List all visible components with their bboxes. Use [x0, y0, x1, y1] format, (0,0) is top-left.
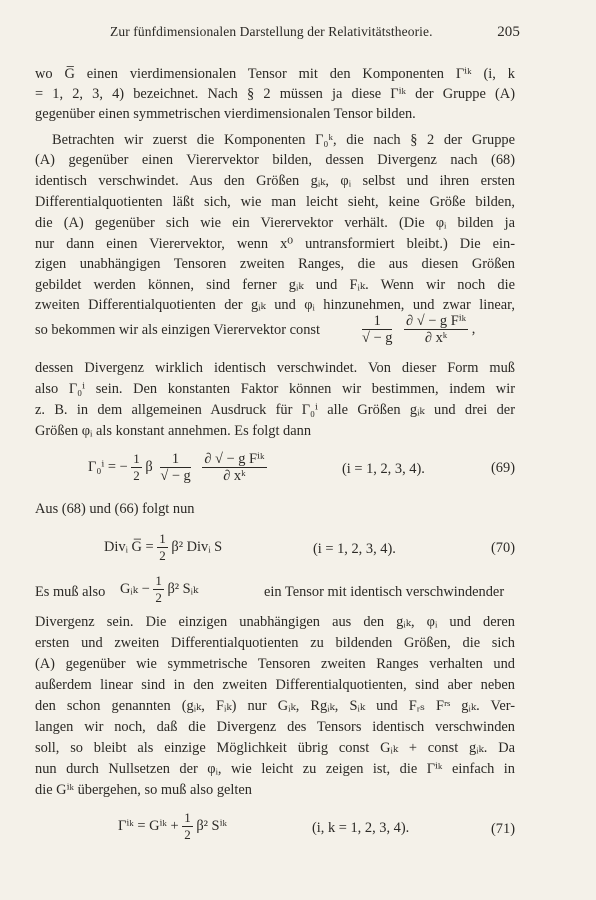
text-line: so bekommen wir als einzigen Vierervektor const — [35, 322, 321, 338]
equation-70-range: (i = 1, 2, 3, 4). — [313, 541, 396, 557]
text-line: Aus (68) und (66) folgt nun — [35, 501, 195, 517]
text-line: dessen Divergenz wirklich identisch verschwindet. Von dieser Form muß — [35, 360, 515, 376]
text-line: Größen φᵢ als konstant annehmen. Es folgt dann — [35, 423, 312, 439]
text-line: also Γ₀ⁱ sein. Den konstanten Faktor können wir bestimmen, indem wir — [35, 381, 515, 397]
equation-70: Divᵢ G̅ = $\frac{1}{2}$ β² Divᵢ S — [104, 531, 223, 563]
fraction: $\frac{1}{2}$ — [184, 810, 191, 842]
fraction: $\frac{\text{∂ √ − g Fⁱᵏ}}{\text{∂ xᵏ}}$ — [406, 313, 467, 346]
text-line: (A) gegenüber wie symmetrische Tensoren zweiten Ranges verhalten und — [35, 656, 515, 672]
inline-const-fraction: $\frac{1}{√ - g}$ $\frac{\text{∂ √ − g Fⁱᵏ}}{\text{∂ xᵏ}}$ , — [362, 313, 476, 346]
text-line: gegenüber einen symmetrischen vierdimensionalen Tensor bilden. — [35, 106, 416, 122]
text-line: Divergenz sein. Die einzigen unabhängigen aus den gᵢₖ, φᵢ und deren — [35, 614, 515, 630]
equation-71: Γⁱᵏ = Gⁱᵏ + $\frac{1}{2}$ β² Sⁱᵏ — [118, 810, 227, 842]
fraction: $\frac{1}{√ - g}$ — [362, 313, 393, 346]
text-line: Differentialquotienten läßt sich, wie man leicht sieht, keine Größe bilden, — [35, 194, 515, 210]
equation-69: Γ₀ⁱ = − $\frac{1}{2}$ β $\frac{1}{√ - g}$ $\frac{\text{∂ √ − g Fⁱᵏ}}{\text{∂ xᵏ}}$ — [88, 451, 265, 484]
text-line: soll, so bleibt als einzige Möglichkeit übrig const Gᵢₖ + const gᵢₖ. Da — [35, 740, 515, 756]
page-number: 205 — [497, 24, 520, 40]
fraction: $\frac{1}{√ - g}$ — [160, 451, 191, 484]
text-line: ersten und zweiten Differentialquotienten zu bildenden Größen, die sich — [35, 635, 515, 651]
text-line: Es muß also — [35, 584, 106, 600]
text-line: nun durch Nullsetzen der φᵢ, wie leicht zu zeigen ist, die Γⁱᵏ einfach in — [35, 761, 515, 777]
text-line: außerdem linear sind in den zweiten Differentialquotienten, sind aber neben — [35, 677, 515, 693]
text-line: = 1, 2, 3, 4) bezeichnet. Nach § 2 müssen ja diese Γⁱᵏ der Gruppe (A) — [35, 86, 515, 102]
text-line: z. B. in dem allgemeinen Ausdruck für Γ₀ⁱ alle Größen gᵢₖ und drei der — [35, 402, 515, 418]
text-line: (A) gegenüber einen Vierervektor bilden, dessen Divergenz nach (68) — [35, 152, 515, 168]
equation-number: (71) — [491, 821, 515, 837]
text-line: Betrachten wir zuerst die Komponenten Γ₀ᵏ, die nach § 2 der Gruppe — [52, 132, 515, 148]
inline-tensor-expression: Gᵢₖ − $\frac{1}{2}$ β² Sᵢₖ — [120, 573, 199, 605]
text-line: identisch verschwindet. Aus den Größen gᵢₖ, φᵢ selbst und ihren ersten — [35, 173, 515, 189]
text-line: den schon genannten (gᵢₖ, Fᵢₖ) nur Gᵢₖ, Rgᵢₖ, Sᵢₖ und Fᵣₛ Fʳˢ gᵢₖ. Ver- — [35, 698, 515, 714]
equation-69-range: (i = 1, 2, 3, 4). — [342, 461, 425, 477]
text-line: gebildet werden können, sind ferner gᵢₖ und Fᵢₖ. Wenn wir noch die — [35, 277, 515, 293]
fraction: $\frac{1}{2}$ — [155, 573, 162, 605]
text-line: die (A) gegenüber sich wie ein Vierervektor verhält. (Die φᵢ bilden ja — [35, 215, 515, 231]
text-line: die Gⁱᵏ übergehen, so muß also gelten — [35, 782, 252, 798]
running-header — [110, 24, 520, 40]
text-line: wo G̅ einen vierdimensionalen Tensor mit den Komponenten Γⁱᵏ (i, k — [35, 66, 515, 82]
equation-number: (69) — [491, 460, 515, 476]
fraction: $\frac{1}{2}$ — [159, 531, 166, 563]
text-line: ein Tensor mit identisch verschwindender — [264, 584, 505, 600]
text-line: langen wir noch, daß die Divergenz des Tensors identisch verschwinden — [35, 719, 515, 735]
text-line: nur dann einen Vierervektor, wenn x⁰ untransformiert bleibt.) Die ein- — [35, 236, 515, 252]
equation-number: (70) — [491, 540, 515, 556]
text-line: zweiten Differentialquotienten der gᵢₖ und φᵢ hinzunehmen, und zwar linear, — [35, 297, 515, 313]
equation-71-range: (i, k = 1, 2, 3, 4). — [312, 820, 410, 836]
fraction: $\frac{1}{2}$ — [133, 451, 140, 483]
running-title: Zur fünfdimensionalen Darstellung der Relativitätstheorie. — [110, 24, 433, 39]
text-line: zigen unabhängigen Tensoren zweiten Ranges, die aus diesen Größen — [35, 256, 515, 272]
fraction: $\frac{\text{∂ √ − g Fⁱᵏ}}{\text{∂ xᵏ}}$ — [204, 451, 265, 484]
